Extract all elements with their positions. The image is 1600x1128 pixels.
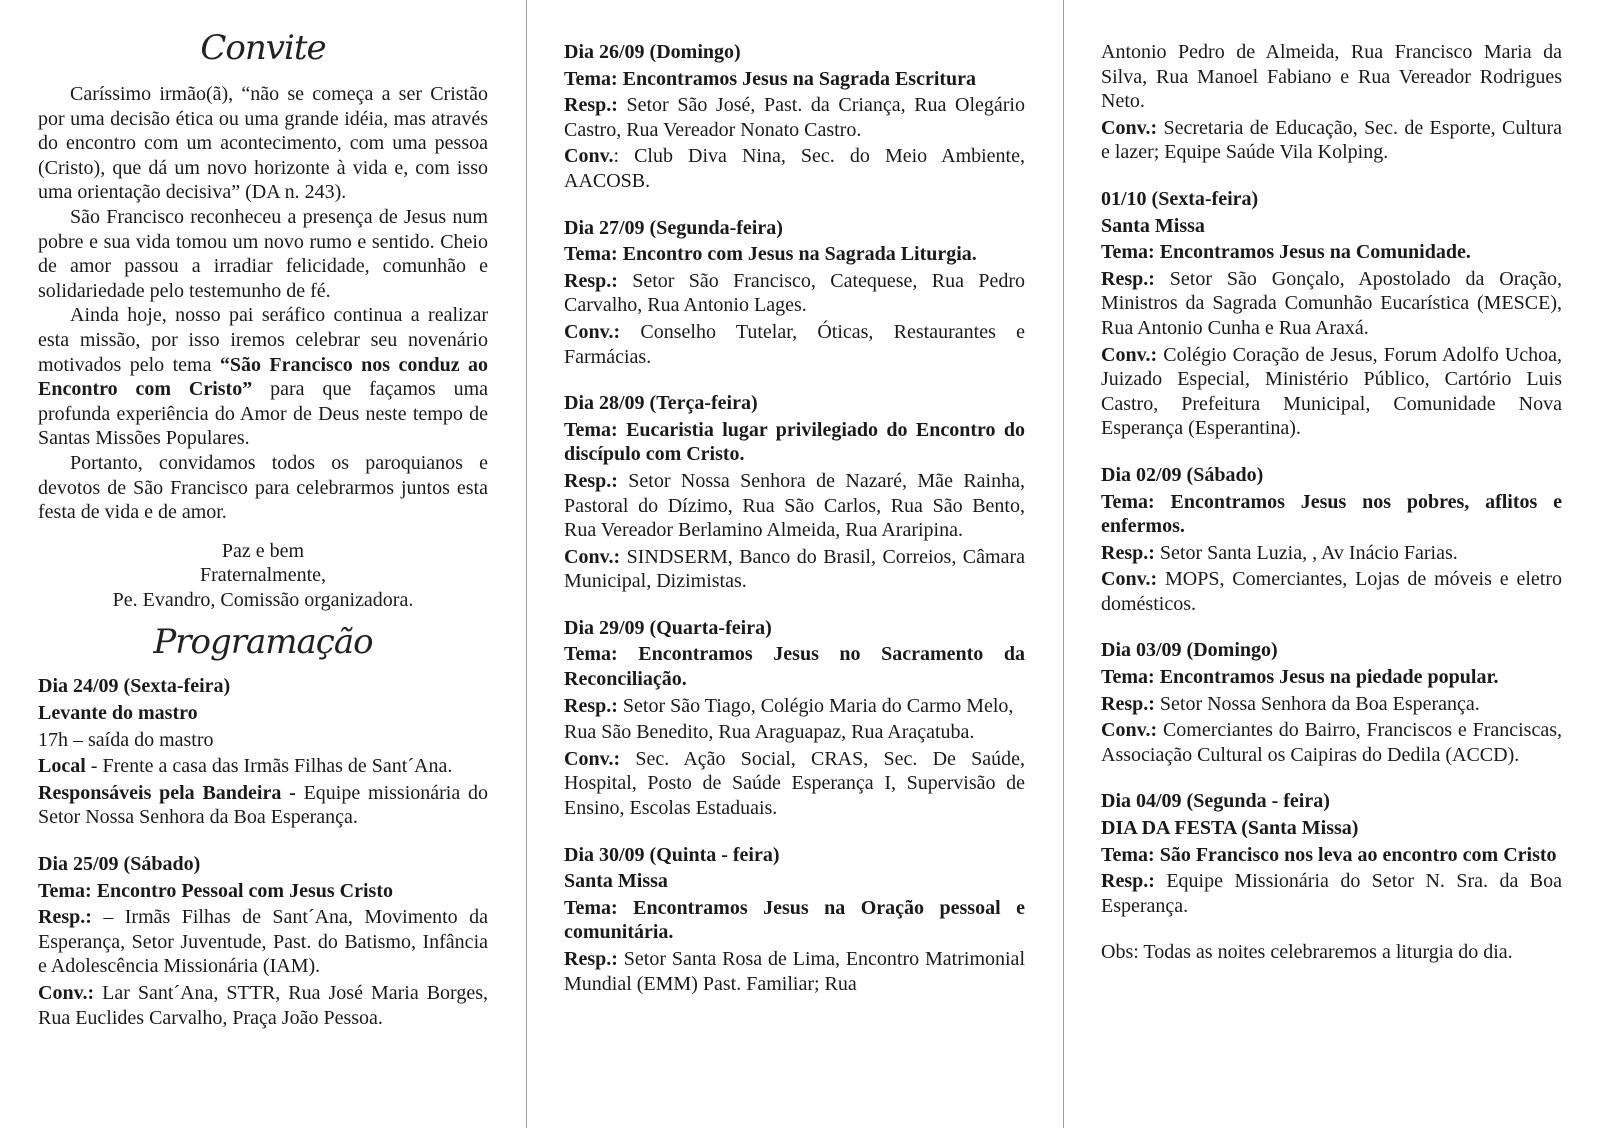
day-header: Dia 24/09 (Sexta-feira) (38, 675, 231, 698)
day-tema: Tema: Encontramos Jesus na Sagrada Escritura (564, 67, 977, 90)
day-header: Dia 02/09 (Sábado) (1101, 463, 1264, 486)
day-24-09 (38, 674, 488, 830)
day-25-09 (38, 852, 488, 1030)
day-resp: Responsáveis pela Bandeira - Equipe missionária do Setor Nossa Senhora da Boa Esperança. (38, 781, 489, 829)
day-resp: Resp.: Setor Nossa Senhora de Nazaré, Mãe Rainha, Pastoral do Dízimo, Rua São Carlos, Rua São Bento, Rua Vereador Berlamino Almeida, Rua Araripina. (564, 469, 1025, 542)
day-conv: Conv.: Conselho Tutelar, Óticas, Restaurantes e Farmácias. (564, 320, 1025, 368)
day-conv: Conv.: Secretaria de Educação, Sec. de Esporte, Cultura e lazer; Equipe Saúde Vila Kolping. (1101, 116, 1562, 164)
column-programacao-3 (1063, 0, 1600, 1128)
programacao-title: Programação (153, 622, 373, 663)
day-26-09 (564, 40, 1025, 194)
day-resp: Resp.: Setor São Gonçalo, Apostolado da Oração, Ministros da Sagrada Comunhão Eucarística (MESCE), Rua Antonio Cunha e Rua Araxá. (1101, 267, 1562, 339)
convite-paragraph-3: Ainda hoje, nosso pai seráfico continua a realizar esta missão, por isso iremos celebrar seu novenário motivados pelo tema “São Francisco nos conduz ao Encontro com Cristo” para que façamos uma profunda experiência do Amor de Deus neste tempo de Santas Missões Populares. (38, 304, 489, 450)
day-header: Dia 30/09 (Quinta - feira) (564, 843, 780, 866)
convite-paragraph-2: São Francisco reconheceu a presença de Jesus num pobre e sua vida tomou um novo rumo e sentido. Cheio de amor passou a irradiar felicidade, comunhão e solidariedade pelo testemunho de fé. (38, 205, 488, 302)
day-02-09 (1101, 463, 1562, 617)
day-tema: Tema: São Francisco nos leva ao encontro com Cristo (1101, 843, 1557, 866)
day-conv: Conv.: Comerciantes do Bairro, Franciscos e Franciscas, Associação Cultural os Caipiras do Dedila (ACCD). (1101, 719, 1562, 766)
signature-line-1: Paz e bem (221, 539, 305, 562)
day-header: Dia 25/09 (Sábado) (38, 853, 201, 876)
day-header: Dia 27/09 (Segunda-feira) (564, 216, 783, 239)
convite-paragraph-4: Portanto, convidamos todos os paroquianos e devotos de São Francisco para celebrarmos juntos esta festa de vida e de amor. (38, 451, 488, 524)
day-header: 01/10 (Sexta-feira) (1101, 187, 1259, 210)
day-tema: Tema: Encontro Pessoal com Jesus Cristo (38, 879, 393, 902)
day-resp: Resp.: Setor Nossa Senhora da Boa Esperança. (1101, 692, 1480, 715)
day-04-09 (1101, 789, 1562, 918)
day-header: Dia 28/09 (Terça-feira) (564, 392, 758, 415)
day-30-09 (564, 843, 1025, 997)
day-03-09 (1101, 638, 1562, 767)
day-tema: Tema: Encontramos Jesus na Comunidade. (1101, 241, 1471, 264)
day-time: 17h – saída do mastro (38, 728, 214, 751)
day-local: Local - Frente a casa das Irmãs Filhas de Sant´Ana. (38, 755, 453, 778)
day-resp: Resp.: Setor São José, Past. da Criança, Rua Olegário Castro, Rua Vereador Nonato Castro. (564, 94, 1025, 141)
day-conv: Conv.: Club Diva Nina, Sec. do Meio Ambiente, AACOSB. (564, 145, 1025, 192)
day-tema: Tema: Encontramos Jesus no Sacramento da Reconciliação. (564, 643, 1025, 691)
convite-theme: “São Francisco nos conduz ao Encontro com Cristo” (38, 353, 488, 401)
signature-line-2: Fraternalmente, (199, 564, 327, 587)
day-resp-line-2: Rua São Benedito, Rua Araguapaz, Rua Araçatuba. (564, 721, 975, 744)
day-conv: Conv.: Colégio Coração de Jesus, Forum Adolfo Uchoa, Juizado Especial, Ministério Público, Cartório Luis Castro, Prefeitura Municipal, Comunidade Nova Esperança (Esperantina). (1101, 343, 1562, 440)
day-resp: Resp.: Setor São Francisco, Catequese, Rua Pedro Carvalho, Rua Antonio Lages. (564, 269, 1025, 317)
day-tema: Tema: Encontramos Jesus na Oração pessoal e comunitária. (564, 896, 1025, 944)
day-tema: Tema: Encontramos Jesus nos pobres, aflitos e enfermos. (1101, 490, 1562, 538)
convite-paragraph-1: Caríssimo irmão(ã), “não se começa a ser Cristão por uma decisão ética ou uma grande idéia, mas através do encontro com um acontecimento, com uma pessoa (Cristo), que dá um novo horizonte à vida e, com isso uma orientação decisiva” (DA n. 243). (38, 83, 488, 204)
column-programacao-2 (526, 0, 1063, 1128)
day-header: Dia 26/09 (Domingo) (564, 41, 741, 63)
convite-title: Convite (200, 28, 326, 68)
signature-block (38, 539, 488, 613)
column-convite (0, 0, 526, 1128)
day-conv: Conv.: Lar Sant´Ana, STTR, Rua José Maria Borges, Rua Euclides Carvalho, Praça João Pessoa. (38, 982, 488, 1029)
day-30-09-continued (1101, 40, 1562, 165)
day-conv: Conv.: SINDSERM, Banco do Brasil, Correios, Câmara Municipal, Dizimistas. (564, 545, 1025, 593)
day-header: Dia 29/09 (Quarta-feira) (564, 616, 772, 639)
day-28-09 (564, 391, 1025, 594)
day-27-09 (564, 216, 1025, 370)
day-resp: Resp.: Setor São Tiago, Colégio Maria do Carmo Melo, (564, 694, 1014, 717)
day-resp: Resp.: – Irmãs Filhas de Sant´Ana, Movimento da Esperança, Setor Juventude, Past. do Batismo, Infância e Adolescência Missionária (IAM). (38, 906, 488, 978)
day-conv: Conv.: Sec. Ação Social, CRAS, Sec. De Saúde, Hospital, Posto de Saúde Esperança I, Supervisão de Ensino, Escolas Estaduais. (564, 747, 1025, 820)
day-resp: Resp.: Equipe Missionária do Setor N. Sra. da Boa Esperança. (1101, 870, 1562, 917)
day-subtitle: Levante do mastro (38, 702, 198, 725)
day-header: Dia 03/09 (Domingo) (1101, 639, 1278, 662)
day-conv: Conv.: MOPS, Comerciantes, Lojas de móveis e eletro domésticos. (1101, 568, 1562, 615)
obs-note: Obs: Todas as noites celebraremos a liturgia do dia. (1101, 941, 1513, 964)
day-tema: Tema: Eucaristia lugar privilegiado do Encontro do discípulo com Cristo. (564, 418, 1025, 466)
day-header: Dia 04/09 (Segunda - feira) (1101, 790, 1330, 813)
day-resp: Resp.: Setor Santa Luzia, , Av Inácio Farias. (1101, 541, 1458, 564)
day-01-10 (1101, 187, 1562, 441)
day-subtitle: Santa Missa (1101, 214, 1205, 237)
day-subtitle: Santa Missa (564, 870, 668, 893)
signature-line-3: Pe. Evandro, Comissão organizadora. (112, 588, 414, 611)
day-29-09 (564, 616, 1025, 821)
day-resp: Resp.: Setor Santa Rosa de Lima, Encontro Matrimonial Mundial (EMM) Past. Familiar; Rua (564, 948, 1025, 995)
day-tema: Tema: Encontro com Jesus na Sagrada Liturgia. (564, 243, 977, 266)
day-tema: Tema: Encontramos Jesus na piedade popular. (1101, 666, 1499, 689)
day-resp-continued: Antonio Pedro de Almeida, Rua Francisco Maria da Silva, Rua Manoel Fabiano e Rua Vereador Rodrigues Neto. (1101, 41, 1562, 113)
day-subtitle: DIA DA FESTA (Santa Missa) (1101, 817, 1359, 840)
